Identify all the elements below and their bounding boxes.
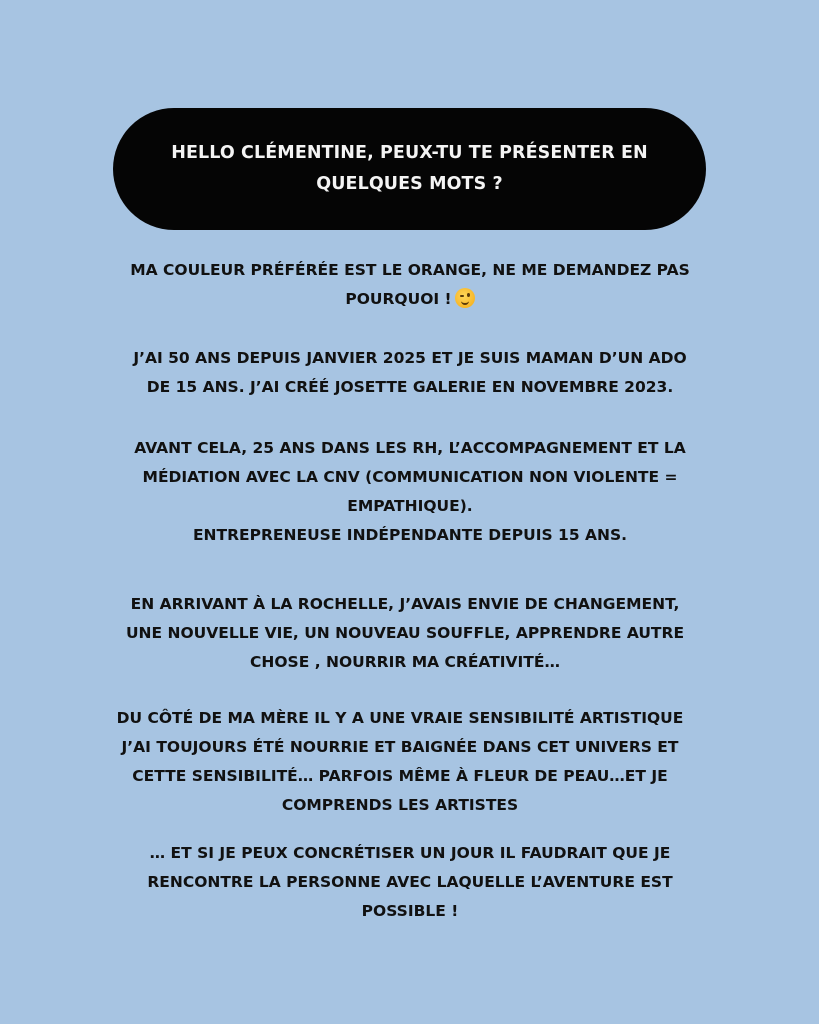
paragraph-line: DU CÔTÉ DE MA MÈRE IL Y A UNE VRAIE SENSIBILITÉ ARTISTIQUE (116, 709, 684, 727)
paragraph-line: RENCONTRE LA PERSONNE AVEC LAQUELLE L’AVENTURE EST (147, 873, 673, 891)
paragraph-line: UNE NOUVELLE VIE, UN NOUVEAU SOUFFLE, APPRENDRE AUTRE (125, 624, 685, 642)
answer-paragraph-future (100, 839, 720, 926)
paragraph-line: DE 15 ANS. J’AI CRÉÉ JOSETTE GALERIE EN NOVEMBRE 2023. (146, 378, 674, 396)
paragraph-line (110, 285, 710, 314)
question-title (171, 138, 648, 200)
paragraph-line: POSSIBLE ! (361, 902, 459, 920)
paragraph-line: AVANT CELA, 25 ANS DANS LES RH, L’ACCOMPAGNEMENT ET LA (134, 439, 686, 457)
winking-face-icon (455, 288, 475, 308)
paragraph-line: ENTREPRENEUSE INDÉPENDANTE DEPUIS 15 ANS. (192, 526, 628, 544)
paragraph-line: J’AI TOUJOURS ÉTÉ NOURRIE ET BAIGNÉE DANS CET UNIVERS ET (121, 738, 679, 756)
paragraph-line: CHOSE , NOURRIR MA CRÉATIVITÉ… (250, 653, 560, 671)
answer-paragraph-artistic-sensibility (90, 704, 710, 820)
paragraph-line: EMPATHIQUE). (347, 497, 473, 515)
paragraph-line: COMPRENDS LES ARTISTES (281, 796, 519, 814)
paragraph-line: … ET SI JE PEUX CONCRÉTISER UN JOUR IL FAUDRAIT QUE JE (149, 844, 671, 862)
question-line-2: QUELQUES MOTS ? (316, 174, 503, 194)
question-line-1: HELLO CLÉMENTINE, PEUX-TU TE PRÉSENTER EN (171, 143, 648, 163)
paragraph-line: MA COULEUR PRÉFÉRÉE EST LE ORANGE, NE ME DEMANDEZ PAS (130, 261, 690, 279)
answer-paragraph-favorite-color (110, 256, 710, 314)
question-banner (113, 108, 706, 230)
answer-paragraph-la-rochelle (95, 590, 715, 677)
paragraph-line: CETTE SENSIBILITÉ… PARFOIS MÊME À FLEUR DE PEAU…ET JE (132, 767, 668, 785)
paragraph-line-text: POURQUOI ! (345, 290, 452, 308)
answer-paragraph-career (100, 434, 720, 550)
answer-paragraph-age (100, 344, 720, 402)
paragraph-line: J’AI 50 ANS DEPUIS JANVIER 2025 ET JE SUIS MAMAN D’UN ADO (133, 349, 687, 367)
paragraph-line: EN ARRIVANT À LA ROCHELLE, J’AVAIS ENVIE DE CHANGEMENT, (130, 595, 680, 613)
paragraph-line: MÉDIATION AVEC LA CNV (COMMUNICATION NON VIOLENTE = (142, 468, 678, 486)
